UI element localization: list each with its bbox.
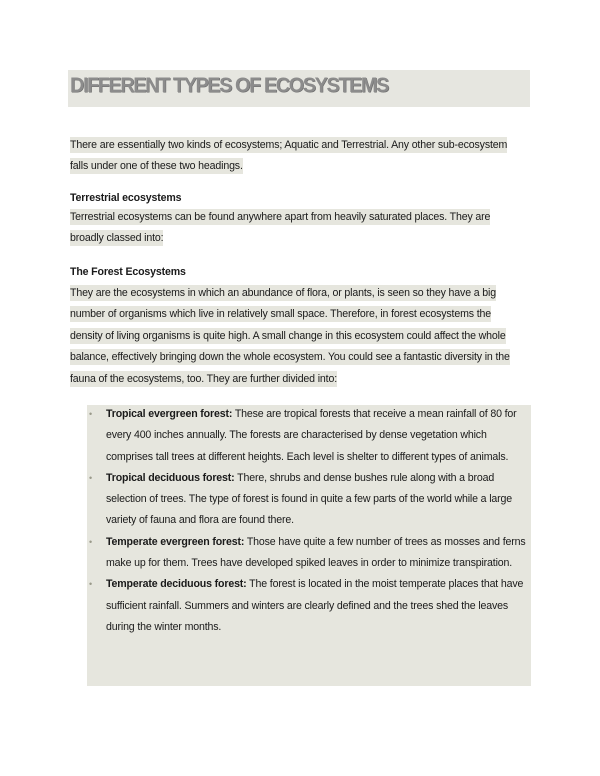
terrestrial-heading: Terrestrial ecosystems xyxy=(70,192,182,204)
title-banner xyxy=(68,70,530,107)
list-item-text: These are tropical forests that receive a mean rainfall of 80 for every 400 inches annually. The forests are characterised by dense vegetation which comprises tall trees at different heights. Each level is shelter to different types of animals. xyxy=(106,408,517,463)
list-item-term: Tropical evergreen forest: xyxy=(106,408,233,420)
forest-heading: The Forest Ecosystems xyxy=(70,266,186,278)
bullet-icon: • xyxy=(89,409,93,419)
list-item-term: Tropical deciduous forest: xyxy=(106,471,235,484)
intro-text: There are essentially two kinds of ecosystems; Aquatic and Terrestrial. Any other sub-ecosystem falls under one of these two headings. xyxy=(70,139,508,173)
page-title: DIFFERENT TYPES OF ECOSYSTEMS xyxy=(70,73,388,97)
list-item xyxy=(89,404,526,468)
list-item xyxy=(89,468,526,532)
list-item-text: The forest is located in the moist temperate places that have sufficient rainfall. Summers and winters are clearly defined and the trees shed the leaves during the winter months. xyxy=(106,578,524,633)
list-item-term: Temperate evergreen forest: xyxy=(106,535,245,548)
terrestrial-paragraph xyxy=(70,207,522,250)
forest-types-list xyxy=(89,404,526,638)
forest-paragraph xyxy=(70,283,522,390)
list-item xyxy=(89,574,526,638)
terrestrial-text: Terrestrial ecosystems can be found anywhere apart from heavily saturated places. They are broadly classed into: xyxy=(70,211,491,245)
intro-paragraph xyxy=(70,135,522,178)
forest-text: They are the ecosystems in which an abundance of flora, or plants, is seen so they have a big number of organisms which live in relatively small space. Therefore, in forest ecosystems the density of living organisms is quite high. A small change in this ecosystem could affect the whole balance, effectively bringing down the whole ecosystem. You could see a fantastic diversity in the fauna of the ecosystems, too. They are further divided into: xyxy=(70,287,510,385)
bullet-icon: • xyxy=(89,536,93,547)
bullet-icon: • xyxy=(89,472,93,483)
list-item-text: There, shrubs and dense bushes rule along with a broad selection of trees. The type of forest is found in quite a few parts of the world while a large variety of fauna and flora are found there. xyxy=(106,471,513,527)
list-item xyxy=(89,532,526,575)
bullet-icon: • xyxy=(89,579,93,590)
list-item-term: Temperate deciduous forest: xyxy=(106,578,247,591)
list-item-text: Those have quite a few number of trees as mosses and ferns make up for them. Trees have developed spiked leaves in order to minimize transpiration. xyxy=(106,535,526,570)
